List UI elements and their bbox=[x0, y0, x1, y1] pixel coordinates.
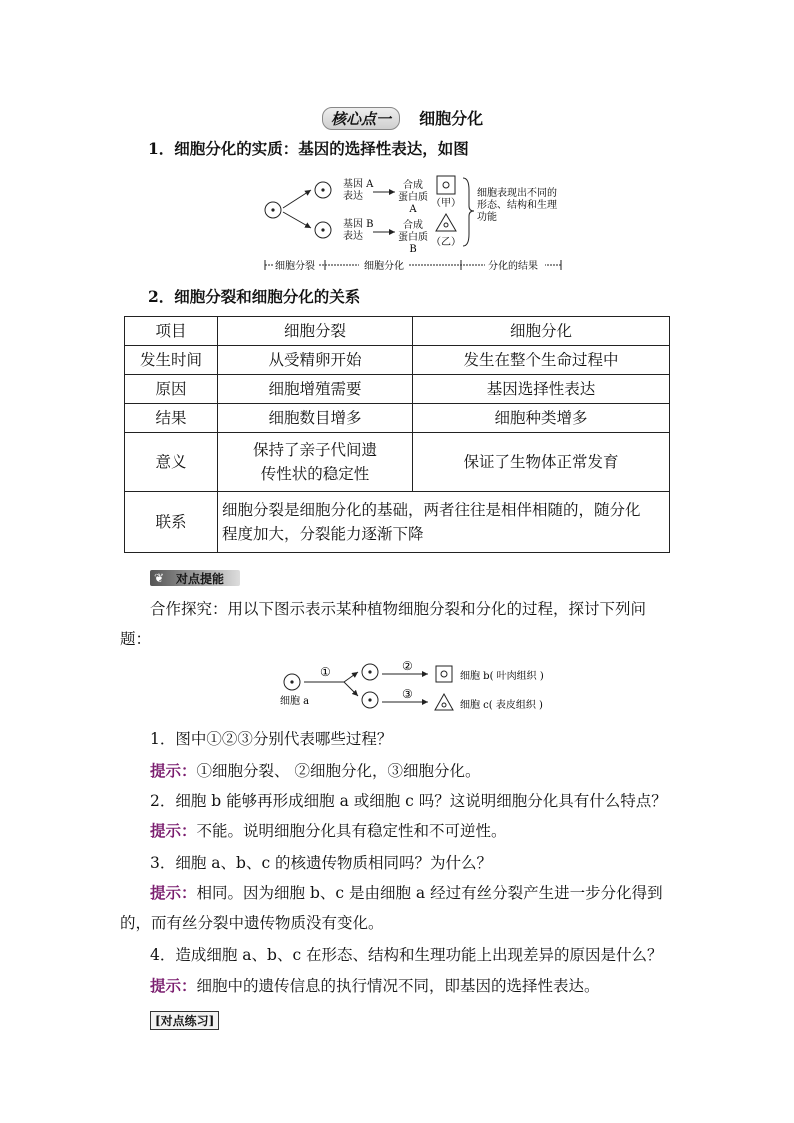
cell-mid-upper bbox=[362, 664, 378, 680]
cell-jia-label: （甲） bbox=[431, 198, 461, 209]
section-title-text: 细胞分化 bbox=[419, 109, 484, 128]
step2-label: ② bbox=[402, 660, 413, 673]
explore-intro-line2: 题： bbox=[120, 630, 152, 648]
protein-b-line1: 合成 bbox=[403, 220, 423, 231]
table-row bbox=[125, 375, 670, 404]
table-cell: 结果 bbox=[125, 404, 218, 433]
point2-heading: 2．细胞分裂和细胞分化的关系 bbox=[148, 287, 361, 306]
section-badge: 核心点一 bbox=[322, 107, 400, 130]
gene-a-express: 表达 bbox=[343, 191, 363, 202]
gene-b-express: 表达 bbox=[343, 231, 363, 242]
protein-a-line2: 蛋白质 bbox=[398, 192, 428, 203]
table-cell: 保证了生物体正常发育 bbox=[413, 433, 670, 492]
cell-upper bbox=[315, 182, 331, 198]
timeline-differentiation: 细胞分化 bbox=[364, 261, 404, 272]
hint-label: 提示： bbox=[150, 883, 197, 902]
table-cell: 细胞增殖需要 bbox=[218, 375, 413, 404]
answer-text: 相同。因为细胞 b、c 是由细胞 a 经过有丝分裂产生进一步分化得到 bbox=[196, 884, 663, 902]
ability-tag bbox=[150, 570, 240, 586]
cell-yi-triangle bbox=[436, 214, 456, 231]
cell-mid-lower bbox=[362, 692, 378, 708]
table-cell: 从受精卵开始 bbox=[218, 346, 413, 375]
table-cell: 发生在整个生命过程中 bbox=[413, 346, 670, 375]
outcome-line1: 细胞表现出不同的 bbox=[477, 188, 557, 199]
outcome-line2: 形态、结构和生理 bbox=[477, 200, 557, 211]
table-header-row bbox=[125, 317, 670, 346]
cell-lower bbox=[315, 222, 331, 238]
hint-label: 提示： bbox=[150, 976, 197, 995]
gene-a-label: 基因 A bbox=[343, 179, 374, 190]
significance-line2: 传性状的稳定性 bbox=[260, 465, 370, 483]
protein-b-line3: B bbox=[409, 244, 417, 255]
cell-yi-label: （乙） bbox=[431, 237, 461, 248]
protein-a-line1: 合成 bbox=[403, 180, 423, 191]
question-4: 4．造成细胞 a、b、c 在形态、结构和生理功能上出现差异的原因是什么？ bbox=[150, 946, 663, 964]
table-cell bbox=[218, 433, 413, 492]
table-header: 细胞分化 bbox=[413, 317, 670, 346]
ability-tag-text: 对点提能 bbox=[176, 572, 225, 586]
cell-origin bbox=[265, 202, 281, 218]
gene-b-label: 基因 B bbox=[343, 219, 374, 230]
table-cell: 细胞数目增多 bbox=[218, 404, 413, 433]
table-cell: 细胞种类增多 bbox=[413, 404, 670, 433]
answer-text: 细胞中的遗传信息的执行情况不同，即基因的选择性表达。 bbox=[196, 977, 600, 995]
question-1: 1．图中①②③分别代表哪些过程？ bbox=[150, 730, 393, 748]
point1-heading: 1．细胞分化的实质：基因的选择性表达，如图 bbox=[148, 139, 469, 158]
comparison-table bbox=[124, 316, 670, 553]
table-header: 项目 bbox=[125, 317, 218, 346]
hint-label: 提示： bbox=[150, 821, 197, 840]
link-line2: 程度加大，分裂能力逐渐下降 bbox=[222, 525, 424, 543]
answer-3 bbox=[150, 882, 663, 904]
cell-a bbox=[284, 674, 300, 690]
answer-2 bbox=[150, 820, 507, 842]
step3-label: ③ bbox=[402, 687, 413, 701]
cell-b-square bbox=[436, 666, 452, 682]
table-row bbox=[125, 404, 670, 433]
outcome-line3: 功能 bbox=[477, 212, 497, 223]
protein-b-line2: 蛋白质 bbox=[398, 232, 428, 243]
table-cell: 意义 bbox=[125, 433, 218, 492]
significance-line1: 保持了亲子代间遗 bbox=[252, 441, 377, 459]
protein-a-line3: A bbox=[409, 204, 417, 215]
question-3: 3．细胞 a、b、c 的核遗传物质相同吗？为什么？ bbox=[150, 854, 493, 872]
cell-c-label: 细胞 c( 表皮组织 ) bbox=[460, 700, 543, 711]
table-row bbox=[125, 433, 670, 492]
process-diagram bbox=[278, 660, 568, 718]
table-cell: 原因 bbox=[125, 375, 218, 404]
differentiation-diagram bbox=[255, 168, 575, 276]
explore-intro-line1: 合作探究：用以下图示表示某种植物细胞分裂和分化的过程，探讨下列问 bbox=[150, 600, 647, 618]
hint-label: 提示： bbox=[150, 761, 197, 780]
table-cell: 发生时间 bbox=[125, 346, 218, 375]
table-row bbox=[125, 346, 670, 375]
cell-jia-square bbox=[437, 176, 455, 194]
practice-tag: [对点练习] bbox=[150, 1011, 219, 1030]
cell-c-triangle bbox=[435, 694, 453, 710]
answer-text: ①细胞分裂、 ②细胞分化，③细胞分化。 bbox=[196, 762, 481, 780]
table-header: 细胞分裂 bbox=[218, 317, 413, 346]
answer-text: 不能。说明细胞分化具有稳定性和不可逆性。 bbox=[196, 822, 507, 840]
table-row bbox=[125, 492, 670, 553]
question-2: 2．细胞 b 能够再形成细胞 a 或细胞 c 吗？这说明细胞分化具有什么特点？ bbox=[150, 792, 667, 810]
answer-1 bbox=[150, 760, 480, 782]
timeline-result: 分化的结果 bbox=[488, 261, 538, 272]
step1-label: ① bbox=[320, 665, 331, 679]
table-cell: 基因选择性表达 bbox=[413, 375, 670, 404]
timeline-division: 细胞分裂 bbox=[275, 261, 315, 272]
table-cell-link bbox=[218, 492, 670, 553]
cell-a-label: 细胞 a bbox=[280, 696, 310, 707]
answer-3-cont: 的，而有丝分裂中遗传物质没有变化。 bbox=[120, 914, 384, 932]
answer-4 bbox=[150, 975, 600, 997]
leaf-icon: ❦ bbox=[154, 571, 165, 585]
section-title bbox=[322, 106, 483, 130]
table-cell: 联系 bbox=[125, 492, 218, 553]
cell-b-label: 细胞 b( 叶肉组织 ) bbox=[460, 671, 544, 682]
link-line1: 细胞分裂是细胞分化的基础，两者往往是相伴相随的，随分化 bbox=[222, 501, 641, 519]
